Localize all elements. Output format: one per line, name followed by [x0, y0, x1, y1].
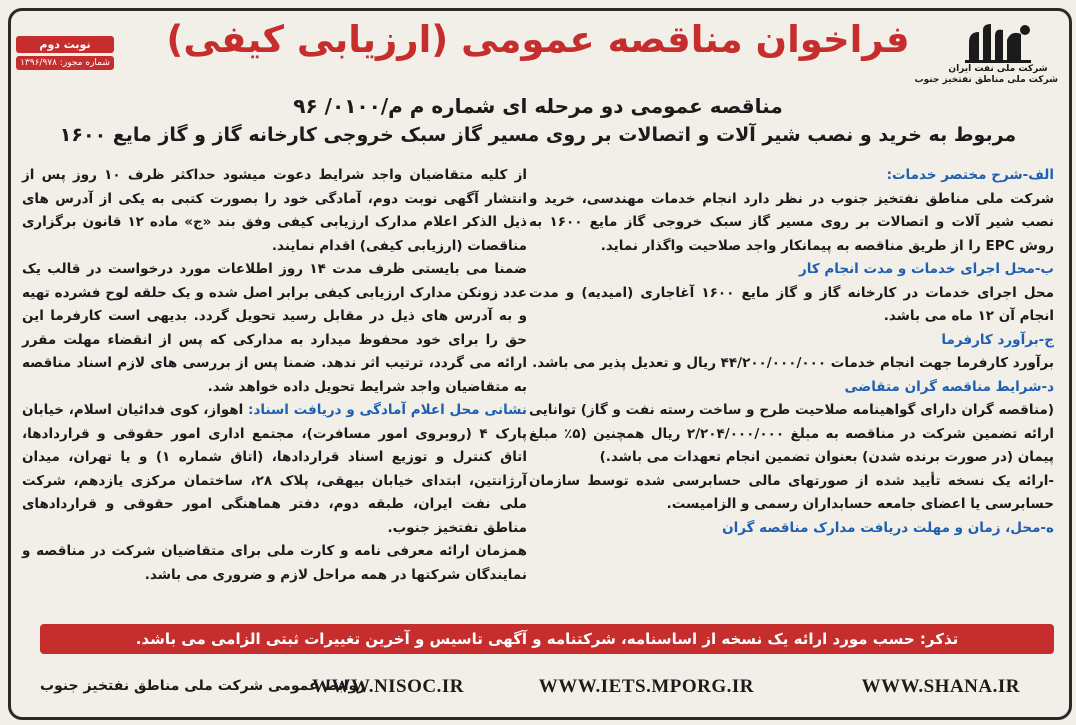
section-a-text: شرکت ملی مناطق نفتخیز جنوب در نظر دارد انجام خدمات مهندسی، خرید و نصب شیر آلات و اتصالات بر روی مسیر گاز سبک خروجی گاز مایع ۱۶۰۰ به روش EPC را از طریق مناقصه به پیمانکار واجد صلاحیت واگذار نماید.: [529, 190, 1054, 254]
section-d-text-1: (مناقصه گران دارای گواهینامه صلاحیت طرح و ساخت رسته نفت و گاز) توانایی ارائه تضمین شرکت در مناقصه به مبلغ ۲/۲۰۴/۰۰۰/۰۰۰ ریال همچنین (۵٪ مبلغ پیمان (در صورت برنده شدن) بعنوان تضمین انجام تعهدات می باشد.): [529, 402, 1054, 465]
address-text: اهواز، کوی فدائیان اسلام، خیابان پارک ۴ (روبروی امور مسافرت)، مجتمع اداری امور حقوقی و قراردادها، اتاق کنترل و توزیع اسناد قراردادها، (اتاق شماره ۱) و یا تهران، میدان آرژانتین، ابتدای خیابان بیهقی، پلاک ۲۸، ساختمان مرکزی یازدهم، شرکت ملی نفت ایران، طبقه دوم، دفتر هماهنگی امور حقوقی و قراردادهای مناطق نفتخیز جنوب.: [22, 402, 528, 536]
publication-badge: [16, 36, 114, 70]
invitation-paragraph: از کلیه متقاضیان واجد شرایط دعوت میشود حداکثر ظرف ۱۰ روز پس از انتشار آگهی نوبت دوم، آمادگی خود را بصورت کتبی به یکی از آدرس های ذیل الذکر اعلام مدارک ارزیابی کیفی وفق بند «ج» ماده ۱۲ قانون برگزاری مناقصات (ارزیابی کیفی) اقدام نمایند.: [22, 167, 528, 254]
iets-link[interactable]: WWW.IETS.MPORG.IR: [538, 676, 754, 697]
section-c-title: ج-برآورد کارفرما: [941, 331, 1054, 348]
section-b-title: ب-محل اجرای خدمات و مدت انجام کار: [799, 261, 1054, 277]
notice-remark: تذکر: حسب مورد ارائه یک نسخه از اساسنامه، شرکتنامه و آگهی تاسیس و آخرین تغییرات ثبتی الزامی می باشد.: [40, 624, 1054, 654]
nisoc-link[interactable]: WWW.NISOC.IR: [311, 676, 464, 697]
id-paragraph: همزمان ارائه معرفی نامه و کارت ملی برای متقاضیان شرکت در مناقصه و نمایندگان شرکتها در همه مراحل لازم و ضروری می باشد.: [22, 543, 527, 583]
section-d-title: د-شرایط مناقصه گران متقاضی: [844, 378, 1054, 395]
documents-paragraph: ضمنا می بایستی ظرف مدت ۱۴ روز اطلاعات مورد درخواست در قالب یک عدد زونکن مدارک ارزیابی کیفی برابر اصل شده و یک حلقه لوح فشرده تهیه و به آدرس های ذیل در مقابل رسید تحویل گردد. بدیهی است کارفرما این حق را برای خود محفوظ میدارد به مدارکی که پس از انقضاء مهلت مقرر ارائه می گردد، ترتیب اثر ندهد. ضمنا پس از بررسی های لازم اسناد مناقصه به متقاضیان واجد شرایط تحویل داده خواهد شد.: [22, 261, 527, 395]
logo-line-2: شرکت ملی مناطق نفتخیز جنوب: [914, 75, 1058, 85]
left-column: [22, 164, 527, 587]
section-a-title: الف-شرح مختصر خدمات:: [886, 167, 1054, 183]
footer: [22, 674, 1054, 702]
address-paragraph: [22, 399, 527, 540]
public-relations-signature: روابط عمومی شرکت ملی مناطق نفتخیز جنوب: [40, 678, 366, 694]
round-label: نوبت دوم: [16, 36, 114, 53]
logo-line-1: شرکت ملی نفت ایران: [948, 64, 1048, 74]
nioc-emblem-icon: [963, 20, 1033, 64]
section-b-text: محل اجرای خدمات در کارخانه گاز و گاز مایع ۱۶۰۰ آغاجاری (امیدیه) و مدت انجام آن ۱۲ ماه می باشد.: [529, 284, 1054, 324]
right-column: [529, 164, 1054, 540]
section-d-text-2: -ارائه یک نسخه تأیید شده از صورتهای مالی حسابرسی شده توسط سازمان حسابرسی یا اعضای جامعه حسابداران رسمی و الزامیست.: [529, 472, 1054, 512]
registration-number: شماره مجوز: ۱۳۹۶/۹۷۸: [16, 56, 114, 70]
tender-number: مناقصه عمومی دو مرحله ای شماره م م/۰۱۰۰/ ۹۶: [293, 94, 783, 118]
tender-subject: مربوط به خرید و نصب شیر آلات و اتصالات بر روی مسیر گاز سبک خروجی کارخانه گاز و گاز مایع ۱۶۰۰: [59, 124, 1017, 146]
shana-link[interactable]: WWW.SHANA.IR: [861, 676, 1020, 697]
section-e-title: ه-محل، زمان و مهلت دریافت مدارک مناقصه گران: [722, 519, 1054, 536]
address-title: نشانی محل اعلام آمادگی و دریافت اسناد:: [248, 402, 527, 418]
company-logo: [914, 20, 1058, 86]
page-title: فراخوان مناقصه عمومی (ارزیابی کیفی): [166, 18, 910, 61]
section-c-text: برآورد کارفرما جهت انجام خدمات ۴۴/۲۰۰/۰۰۰/۰۰۰ ریال و تعدیل پذیر می باشد.: [532, 355, 1054, 371]
